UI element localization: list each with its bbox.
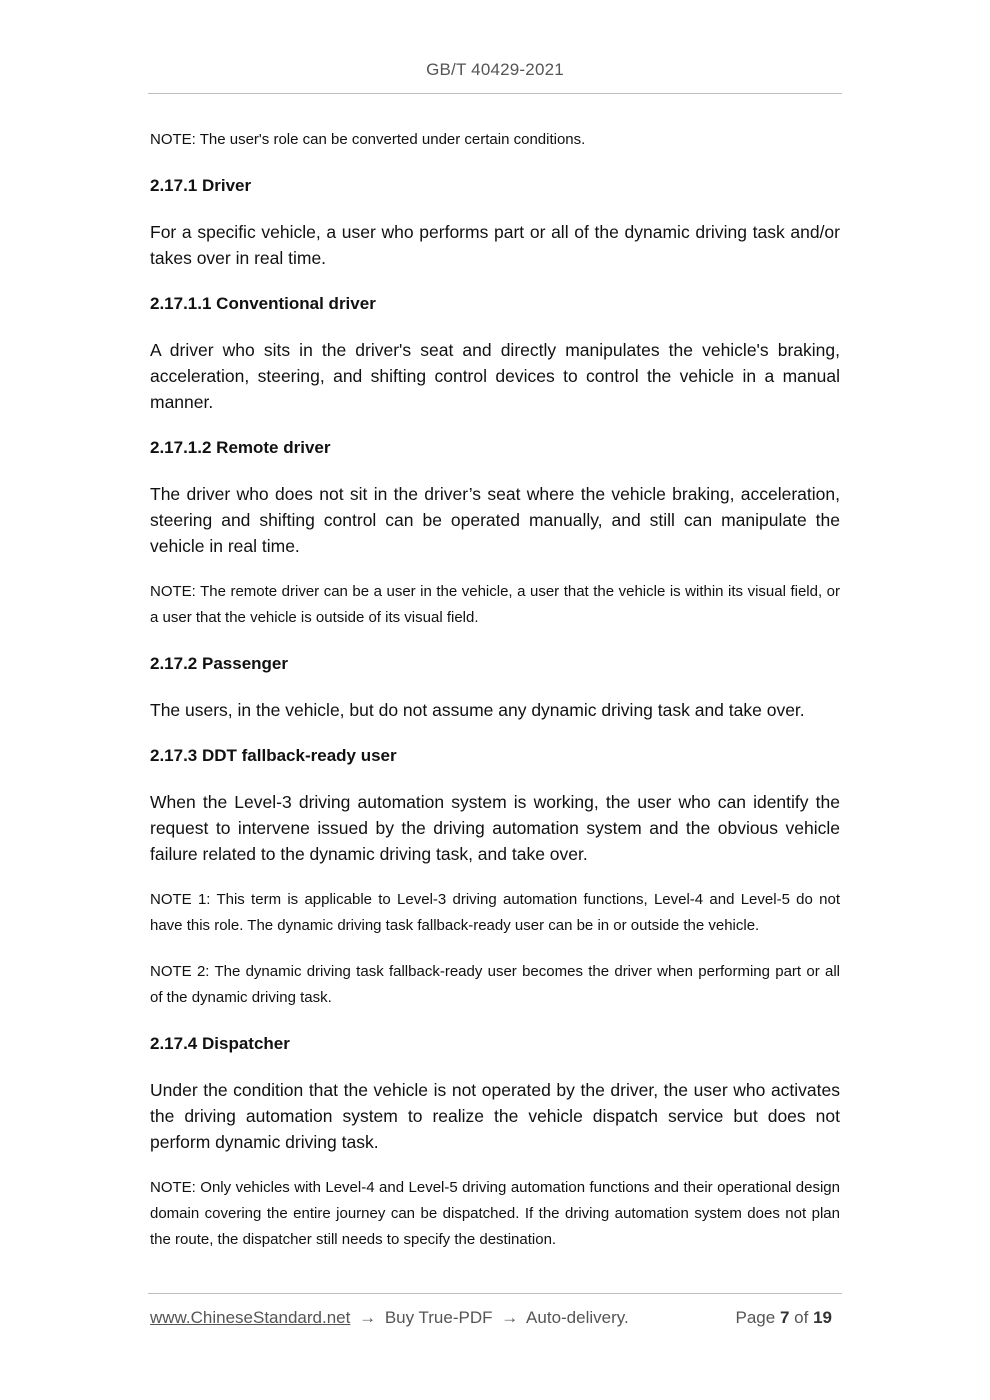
section-heading-2-17-1: 2.17.1 Driver — [150, 176, 252, 195]
website-link[interactable]: www.ChineseStandard.net — [150, 1308, 351, 1327]
arrow-right-icon: → — [501, 1308, 519, 1327]
section-heading-2-17-4: 2.17.4 Dispatcher — [150, 1034, 290, 1053]
paragraph-driver-definition: For a specific vehicle, a user who performs part or all of the dynamic driving task and/or takes over in real time. — [150, 222, 840, 268]
note-2-fallback-user: NOTE 2: The dynamic driving task fallback-ready user becomes the driver when performing part or all of the dynamic driving task. — [150, 963, 840, 1006]
paragraph-dispatcher: Under the condition that the vehicle is not operated by the driver, the user who activates the driving automation system to realize the vehicle dispatch service but does not perform dynamic driving task. — [150, 1080, 840, 1152]
document-body — [150, 127, 840, 1253]
note-dispatcher: NOTE: Only vehicles with Level-4 and Level-5 driving automation functions and their operational design domain covering the entire journey can be dispatched. If the driving automation system does not plan the route, the dispatcher still needs to specify the destination. — [150, 1179, 840, 1248]
header-divider — [148, 93, 842, 94]
page-label: Page — [735, 1308, 776, 1327]
arrow-right-icon: → — [359, 1308, 377, 1327]
section-heading-2-17-1-2: 2.17.1.2 Remote driver — [150, 438, 331, 457]
page-indicator — [736, 1308, 832, 1328]
footer-divider — [148, 1293, 842, 1294]
section-heading-2-17-1-1: 2.17.1.1 Conventional driver — [150, 294, 376, 313]
section-heading-2-17-2: 2.17.2 Passenger — [150, 654, 288, 673]
page-footer — [150, 1308, 840, 1332]
page-total-number: 19 — [813, 1308, 832, 1327]
paragraph-passenger: The users, in the vehicle, but do not assume any dynamic driving task and take over. — [150, 700, 805, 720]
note-remote-driver: NOTE: The remote driver can be a user in the vehicle, a user that the vehicle is within its visual field, or a user that the vehicle is outside of its visual field. — [150, 583, 840, 626]
paragraph-remote-driver: The driver who does not sit in the driver’s seat where the vehicle braking, acceleration, steering and shifting control can be operated manually, and still can manipulate the vehicle in real time. — [150, 484, 840, 556]
paragraph-conventional-driver: A driver who sits in the driver's seat and directly manipulates the vehicle's braking, acceleration, steering, and shifting control devices to control the vehicle in a manual manner. — [150, 340, 840, 412]
footer-promo — [150, 1308, 629, 1328]
page-current-number: 7 — [779, 1308, 790, 1327]
buy-true-pdf-text: Buy True-PDF — [384, 1308, 493, 1327]
paragraph-ddt-fallback-ready-user: When the Level-3 driving automation system is working, the user who can identify the request to intervene issued by the driving automation system and the obvious vehicle failure related to the dynamic driving task, and take over. — [150, 792, 840, 864]
document-code-header: GB/T 40429-2021 — [426, 60, 564, 79]
note-user-role: NOTE: The user's role can be converted under certain conditions. — [150, 131, 586, 148]
page-of-label: of — [794, 1308, 809, 1327]
auto-delivery-text: Auto-delivery. — [526, 1308, 629, 1327]
section-heading-2-17-3: 2.17.3 DDT fallback-ready user — [150, 746, 397, 765]
note-1-level-3: NOTE 1: This term is applicable to Level-3 driving automation functions, Level-4 and Level-5 do not have this role. The dynamic driving task fallback-ready user can be in or outside the vehicle. — [150, 891, 840, 934]
